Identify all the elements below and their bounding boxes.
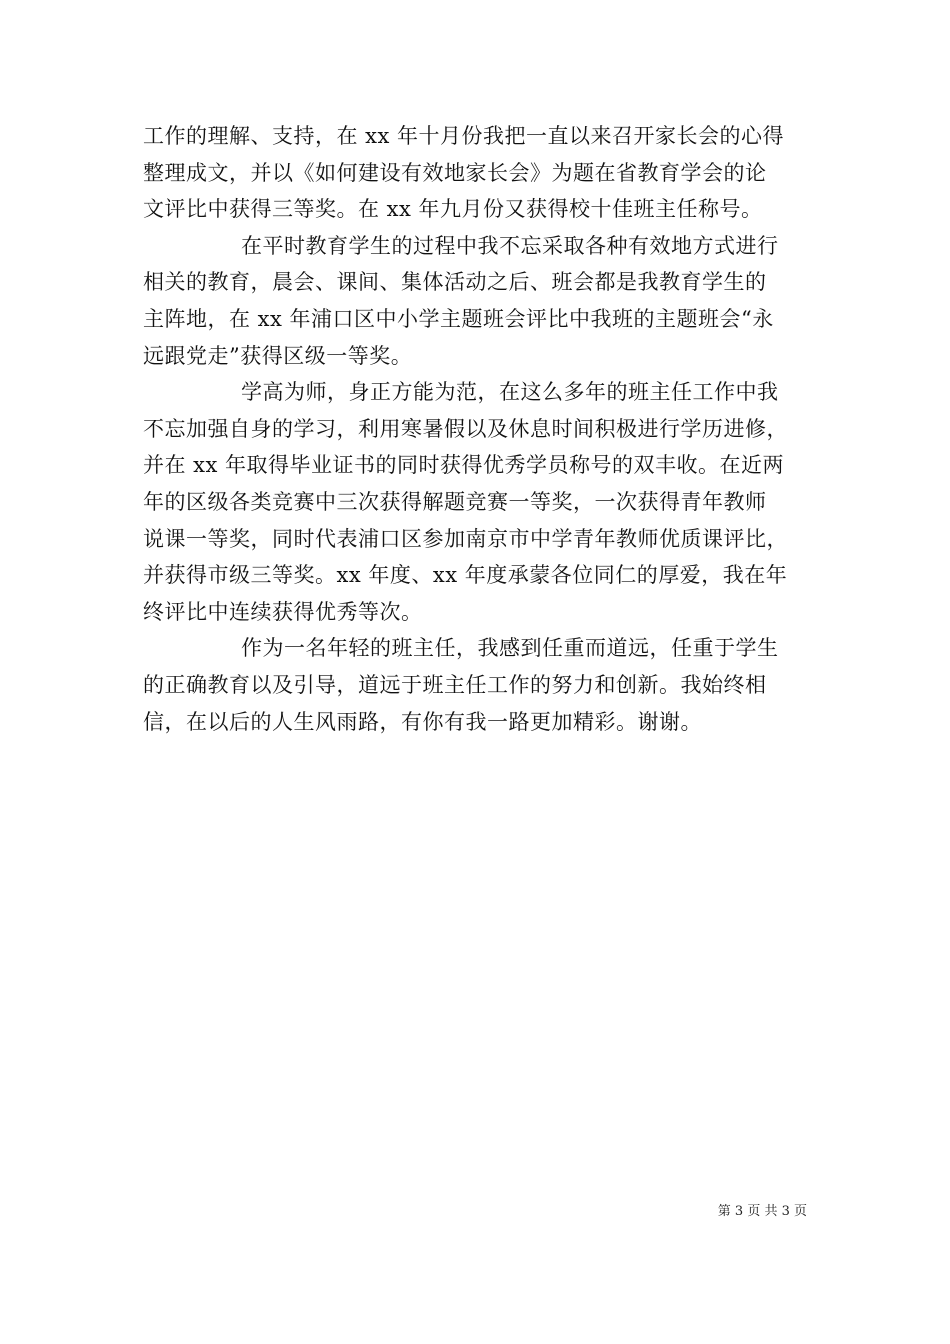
text-line: 整理成文，并以《如何建设有效地家长会》为题在省教育学会的论 bbox=[143, 160, 767, 185]
text-line: 的正确教育以及引导，道远于班主任工作的努力和创新。我始终相 bbox=[143, 672, 767, 697]
text-line: 终评比中连续获得优秀等次。 bbox=[143, 599, 423, 624]
text-line: 工作的理解、支持，在 xx 年十月份我把一直以来召开家长会的心得 bbox=[143, 124, 785, 148]
text-line: 文评比中获得三等奖。在 xx 年九月份又获得校十佳班主任称号。 bbox=[143, 197, 763, 222]
page-number-footer: 第 3 页 共 3 页 bbox=[717, 1204, 807, 1219]
text-line: 远跟党走”获得区级一等奖。 bbox=[143, 343, 413, 368]
paragraph-first-line: 在平时教育学生的过程中我不忘采取各种有效地方式进行 bbox=[241, 233, 779, 258]
text-line: 年的区级各类竞赛中三次获得解题竞赛一等奖，一次获得青年教师 bbox=[143, 489, 767, 514]
paragraph-first-line: 学高为师，身正方能为范，在这么多年的班主任工作中我 bbox=[241, 380, 779, 405]
text-line: 相关的教育，晨会、课间、集体活动之后、班会都是我教育学生的 bbox=[143, 270, 767, 295]
text-line: 并在 xx 年取得毕业证书的同时获得优秀学员称号的双丰收。在近两 bbox=[143, 453, 785, 478]
paragraph-first-line: 作为一名年轻的班主任，我感到任重而道远，任重于学生 bbox=[241, 636, 779, 661]
text-line: 信，在以后的人生风雨路，有你有我一路更加精彩。谢谢。 bbox=[143, 709, 702, 734]
text-line: 并获得市级三等奖。xx 年度、xx 年度承蒙各位同仁的厚爱，我在年 bbox=[143, 563, 788, 588]
text-line: 不忘加强自身的学习，利用寒暑假以及休息时间积极进行学历进修， bbox=[143, 416, 788, 441]
text-line: 说课一等奖，同时代表浦口区参加南京市中学青年教师优质课评比， bbox=[143, 526, 788, 551]
body-text bbox=[143, 118, 813, 740]
text-line: 主阵地，在 xx 年浦口区中小学主题班会评比中我班的主题班会“永 bbox=[143, 306, 774, 331]
